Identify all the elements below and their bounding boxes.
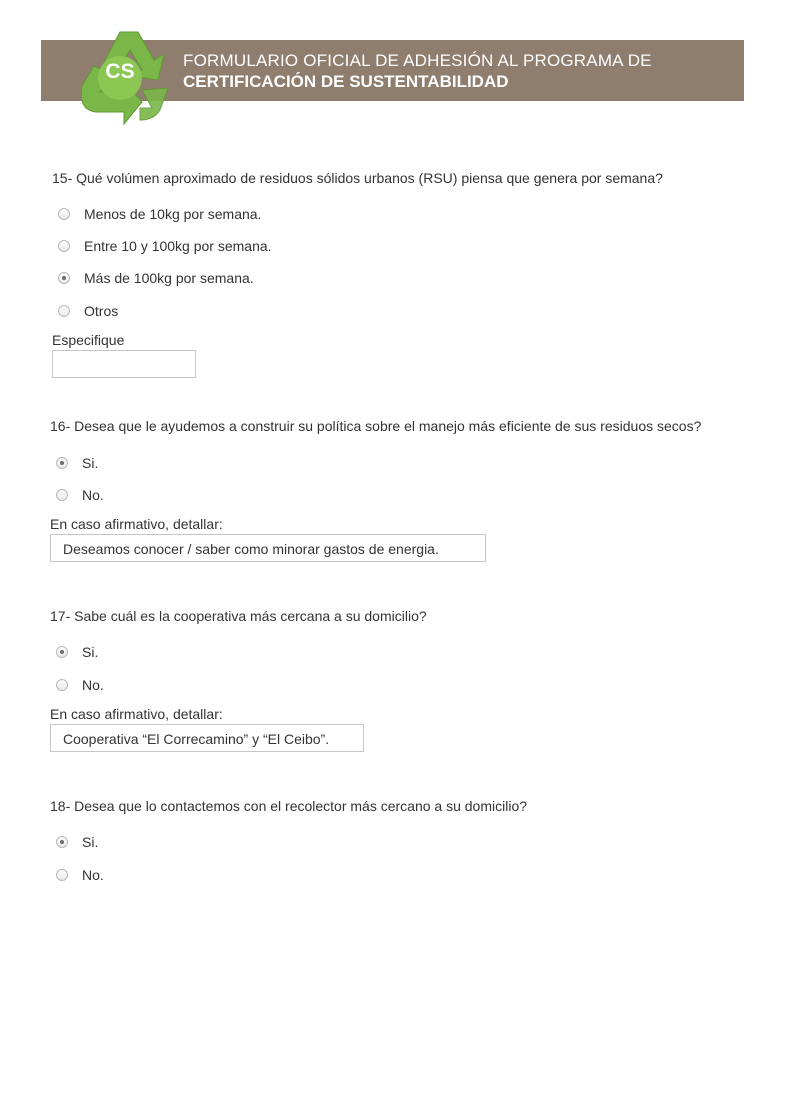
question-17: 17- Sabe cuál es la cooperativa más cercana a su domicilio? [50,608,427,624]
q15-option-4[interactable] [58,302,118,320]
header-title [183,50,652,92]
specify-label: Especifique [52,332,125,348]
option-label: Otros [84,303,119,319]
question-15: 15- Qué volúmen aproximado de residuos sólidos urbanos (RSU) piensa que genera por semana? [52,170,663,186]
q15-option-2[interactable] [58,237,272,255]
header-title-line1: FORMULARIO OFICIAL DE ADHESIÓN AL PROGRAMA DE [183,51,652,70]
radio-button[interactable] [56,869,68,881]
option-label: Entre 10 y 100kg por semana. [84,238,272,254]
radio-button[interactable] [58,240,70,252]
option-label: Si. [82,644,99,660]
option-label: Menos de 10kg por semana. [84,206,262,222]
option-label: Más de 100kg por semana. [84,270,254,286]
recycle-logo [68,28,172,128]
detail-label: En caso afirmativo, detallar: [50,516,223,532]
radio-button[interactable] [56,489,68,501]
radio-button-selected[interactable] [56,836,68,848]
logo-text: CS [105,60,135,83]
q17-option-yes[interactable] [56,643,98,661]
specify-input[interactable] [52,350,196,378]
q17-detail-input[interactable]: Cooperativa “El Correcamino” y “El Ceibo”. [50,724,364,752]
radio-button-selected[interactable] [56,646,68,658]
q16-detail-input[interactable]: Deseamos conocer / saber como minorar gastos de energia. [50,534,486,562]
q17-option-no[interactable] [56,676,104,694]
option-label: Si. [82,834,99,850]
q18-option-no[interactable] [56,866,104,884]
option-label: No. [82,677,104,693]
radio-button[interactable] [56,679,68,691]
radio-button[interactable] [58,208,70,220]
option-label: Si. [82,455,99,471]
question-16: 16- Desea que le ayudemos a construir su política sobre el manejo más eficiente de sus residuos secos? [50,418,702,434]
q18-option-yes[interactable] [56,833,98,851]
header-title-line2: CERTIFICACIÓN DE SUSTENTABILIDAD [183,72,509,91]
q15-option-3[interactable] [58,269,254,287]
detail-label: En caso afirmativo, detallar: [50,706,223,722]
q15-option-1[interactable] [58,205,261,223]
question-18: 18- Desea que lo contactemos con el recolector más cercano a su domicilio? [50,798,528,814]
radio-button-selected[interactable] [58,272,70,284]
q16-option-yes[interactable] [56,454,98,472]
radio-button[interactable] [58,305,70,317]
option-label: No. [82,487,104,503]
q16-option-no[interactable] [56,486,104,504]
radio-button-selected[interactable] [56,457,68,469]
option-label: No. [82,867,104,883]
